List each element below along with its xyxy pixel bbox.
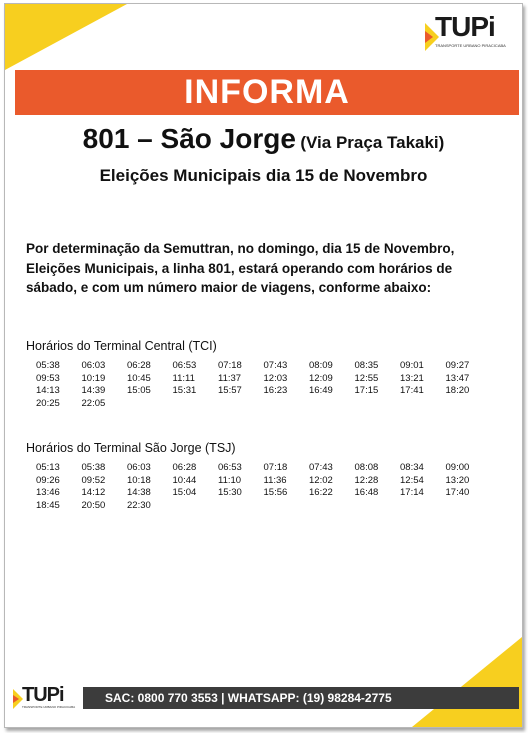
departure-time: 06:28 [172,462,197,473]
departure-time: 14:38 [127,487,151,499]
departure-time: 20:25 [36,398,60,410]
corner-decoration-bottom-right [412,637,522,727]
departure-time: 05:38 [81,462,106,473]
notice-text [26,239,511,298]
departure-time: 10:44 [172,474,197,486]
departure-time: 07:18 [263,462,288,473]
departure-time: 06:03 [81,360,106,371]
notice-line: sábado, e com um número maior de viagens, conforme abaixo: [26,280,432,295]
schedule-grid-tsj [36,462,491,513]
schedule-title-tsj: Horários do Terminal São Jorge (TSJ) [26,441,236,455]
departure-time: 15:30 [218,487,242,499]
footer-bar [15,687,519,709]
departure-time: 16:22 [309,487,333,499]
departure-time: 07:43 [309,462,333,473]
departure-time: 12:09 [309,372,333,384]
departure-time: 11:36 [263,474,287,486]
route-via: (Via Praça Takaki) [300,133,445,152]
departure-time: 10:45 [127,372,151,384]
departure-time: 06:53 [218,462,242,473]
schedule-grid-tci [36,360,491,411]
departure-time: 09:01 [400,360,424,371]
departure-time: 06:53 [172,360,197,371]
departure-time: 16:23 [263,385,288,397]
departure-time: 12:02 [309,474,333,486]
departure-time: 09:53 [36,372,60,384]
departure-time: 12:55 [354,372,379,384]
informa-banner [15,70,519,115]
election-subtitle: Eleições Municipais dia 15 de Novembro [99,166,428,185]
route-name: 801 – São Jorge [82,123,296,154]
departure-time: 09:26 [36,474,60,486]
schedule-title-tci: Horários do Terminal Central (TCI) [26,339,217,353]
departure-time: 14:12 [81,487,106,499]
departure-time: 13:46 [36,487,60,499]
departure-time: 15:05 [127,385,151,397]
departure-time: 08:08 [354,462,379,473]
logo-subtext: TRANSPORTE URBANO PIRACICABA [22,705,76,709]
departure-time: 07:43 [263,360,288,371]
notice-line: Por determinação da Semuttran, no domingo, dia 15 de Novembro, [26,241,455,256]
departure-time: 08:34 [400,462,424,473]
departure-time: 09:52 [81,474,106,486]
departure-time: 17:14 [400,487,424,499]
notice-page [4,3,523,728]
departure-time: 10:18 [127,474,151,486]
tupi-logo-footer [13,683,83,713]
departure-time: 18:45 [36,500,60,512]
departure-time: 12:28 [354,474,379,486]
departure-time: 13:47 [445,372,470,384]
departure-time: 22:05 [81,398,106,410]
logo-wordmark: TUPi [22,684,64,706]
logo-subtext: TRANSPORTE URBANO PIRACICABA [435,43,506,48]
departure-time: 15:56 [263,487,288,499]
departure-time: 18:20 [445,385,470,397]
departure-time: 06:03 [127,462,151,473]
departure-time: 05:13 [36,462,60,473]
departure-time: 12:54 [400,474,424,486]
departure-time: 11:10 [218,474,242,486]
departure-time: 08:35 [354,360,379,371]
departure-time: 22:30 [127,500,151,512]
departure-time: 17:15 [354,385,379,397]
departure-time: 12:03 [263,372,288,384]
departure-time: 06:28 [127,360,151,371]
departure-time: 13:21 [400,372,424,384]
departure-time: 05:38 [36,360,60,371]
departure-time: 16:48 [354,487,379,499]
departure-time: 09:27 [445,360,470,371]
departure-time: 14:13 [36,385,60,397]
departure-time: 16:49 [309,385,333,397]
departure-time: 15:04 [172,487,197,499]
departure-time: 13:20 [445,474,470,486]
departure-time: 11:37 [218,372,242,384]
departure-time: 10:19 [81,372,106,384]
departure-time: 20:50 [81,500,106,512]
departure-time: 17:41 [400,385,424,397]
departure-time: 17:40 [445,487,470,499]
route-title [5,123,522,155]
departure-time: 11:11 [172,372,195,384]
banner-text: INFORMA [184,73,350,111]
tupi-logo [425,13,515,55]
departure-time: 15:57 [218,385,242,397]
footer-contact: SAC: 0800 770 3553 | WHATSAPP: (19) 98284-2775 [105,691,392,705]
departure-time: 08:09 [309,360,333,371]
departure-time: 09:00 [445,462,470,473]
departure-time: 15:31 [172,385,197,397]
corner-decoration-top-left [5,4,135,70]
notice-line: Eleições Municipais, a linha 801, estará operando com horários de [26,260,453,276]
logo-wordmark: TUPi [435,11,495,42]
departure-time: 07:18 [218,360,242,371]
departure-time: 14:39 [81,385,106,397]
